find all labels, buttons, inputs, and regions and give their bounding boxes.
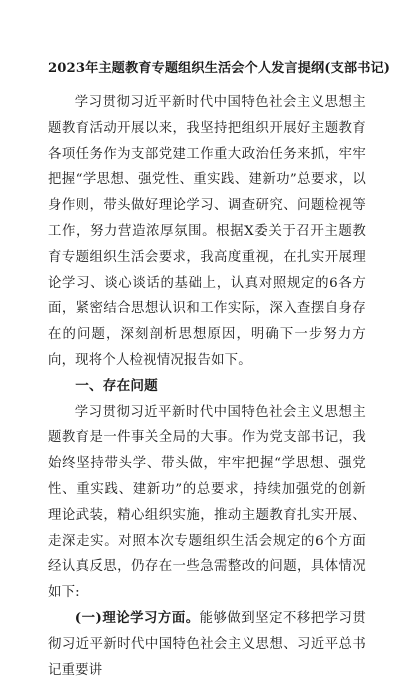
subsection-paragraph-theory-study [48, 606, 366, 683]
section-paragraph-problems: 学习贯彻习近平新时代中国特色社会主义思想主题教育是一件事关全局的大事。作为党支部书记，我始终坚持带头学、带头做，牢牢把握“学思想、强党性、重实践、建新功”的总要求，持续加强党的创新理论武装，精心组织实施，推动主题教育扎实开展、走深走实。对照本次专题组织生活会规定的6个方面经认真反思，仍存在一些急需整改的问题，具体情况如下: [48, 404, 366, 601]
subsection-heading-theory-study: (一)理论学习方面。 [74, 609, 200, 626]
section-heading-problems: 一、存在问题 [75, 377, 158, 394]
intro-paragraph: 学习贯彻习近平新时代中国特色社会主义思想主题教育活动开展以来，我坚持把组织开展好主题教育各项任务作为支部党建工作重大政治任务来抓，牢牢把握“学思想、强党性、重实践、建新功”总要求，以身作则，带头做好理论学习、调查研究、问题检视等工作，努力营造浓厚氛围。根据X委关于召开主题教育专题组织生活会要求，我高度重视，在扎实开展理论学习、谈心谈话的基础上，认真对照规定的6各方面，紧密结合思想认识和工作实际，深入查摆自身存在的问题，深刻剖析思想原因，明确下一步努力方向，现将个人检视情况报告如下。 [48, 95, 366, 368]
subsection-text-theory-study: 能够做到坚定不移把学习贯彻习近平新时代中国特色社会主义思想、习近平总书记重要讲 [48, 610, 367, 678]
document-title: 2023年主题教育专题组织生活会个人发言提纲(支部书记) [48, 61, 391, 76]
